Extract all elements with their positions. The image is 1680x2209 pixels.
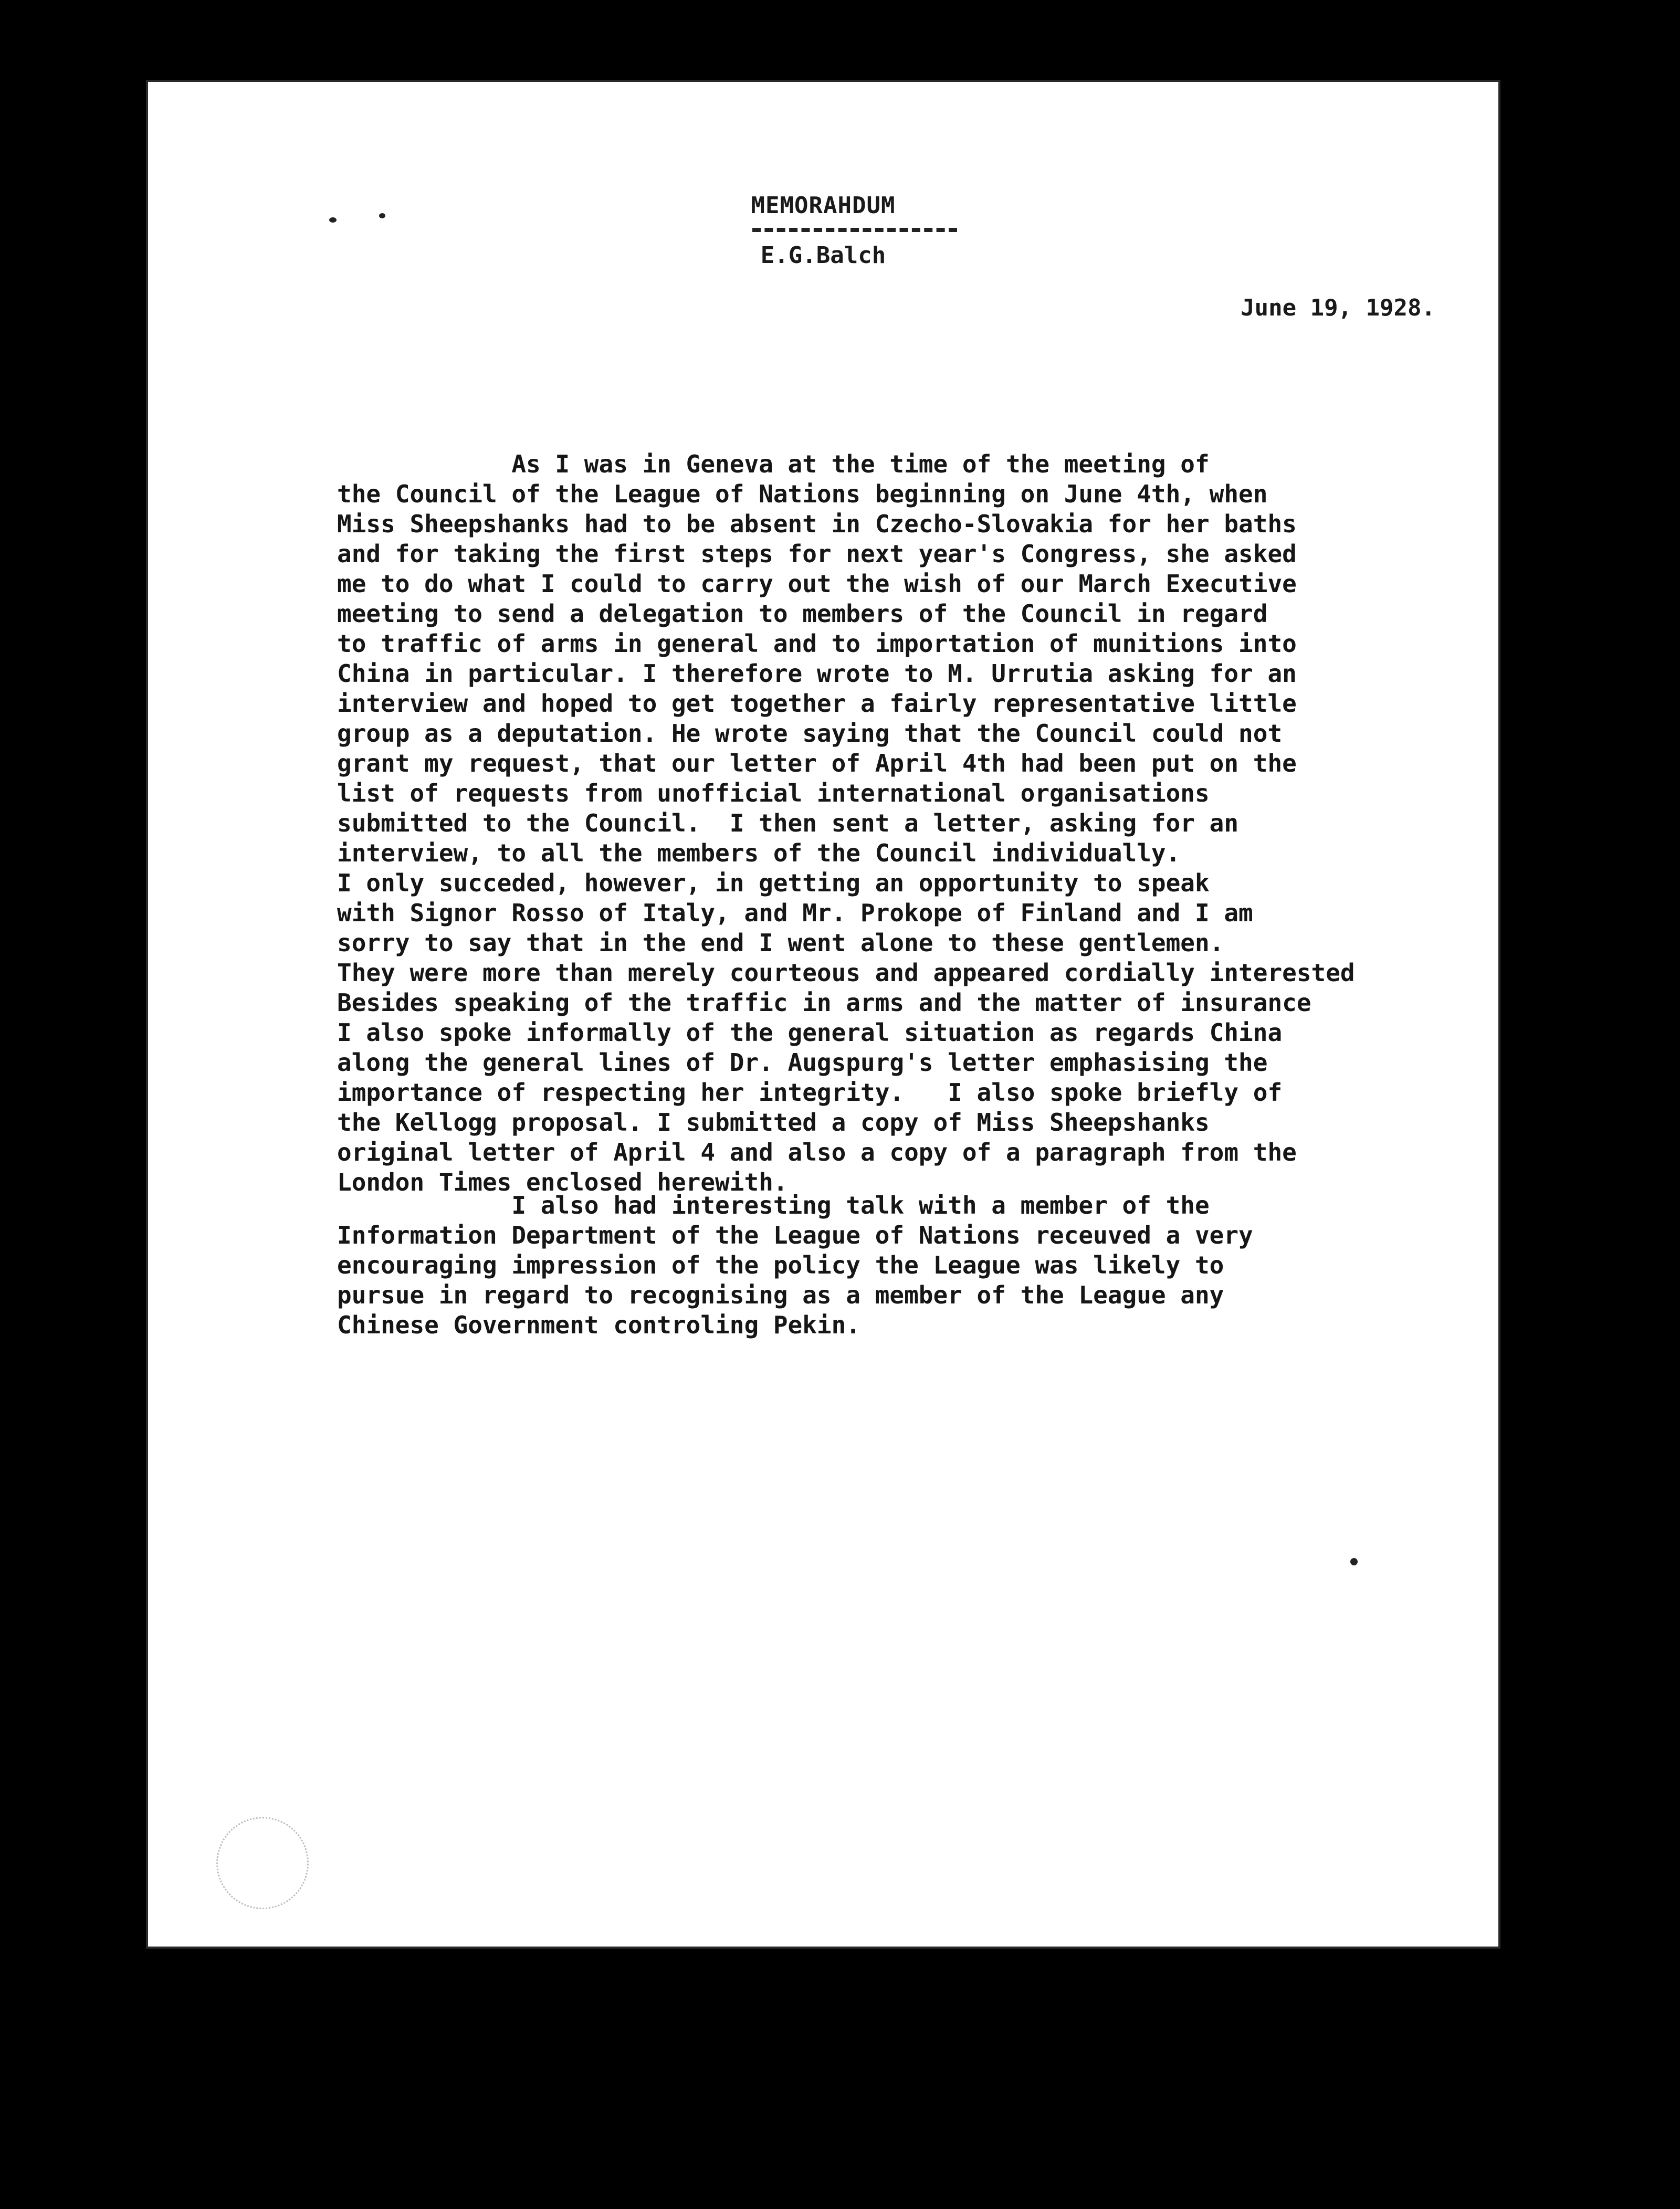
memo-date: June 19, 1928. [1241, 294, 1435, 321]
ink-speck [1350, 1558, 1358, 1565]
memo-page [146, 80, 1500, 1949]
memo-author: E.G.Balch [760, 242, 886, 269]
body-paragraph-1: As I was in Geneva at the time of the meeting of the Council of the League of Nations beginning on June 4th, when Miss Sheepshanks had to be absent in Czecho-Slovakia for her baths and for taking the first steps for next year's Congress, she asked me to do what I could to carry out the wish of our March Executive meeting to send a delegation to members of the Council in regard to traffic of arms in general and to importation of munitions into China in particular. I therefore wrote to M. Urrutia asking for an interview and hoped to get together a fairly representative little group as a deputation. He wrote saying that the Council could not grant my request, that our letter of April 4th had been put on the list of requests from unofficial international organisations submitted to the Council. I then sent a letter, asking for an interview, to all the members of the Council individually. I only succeded, however, in getting an opportunity to speak with Signor Rosso of Italy, and Mr. Prokope of Finland and I am sorry to say that in the end I went alone to these gentlemen. They were more than merely courteous and appeared cordially interested Besides speaking of the traffic in arms and the matter of insurance I also spoke informally of the general situation as regards China along the general lines of Dr. Augspurg's letter emphasising the importance of respecting her integrity. I also spoke briefly of the Kellogg proposal. I submitted a copy of Miss Sheepshanks original letter of April 4 and also a copy of a paragraph from the London Times enclosed herewith. [337, 450, 1355, 1196]
title-divider [752, 228, 957, 232]
faded-stamp [216, 1817, 309, 1909]
body-paragraph-2: I also had interesting talk with a member of the Information Department of the League of Nations receuved a very encouraging impression of the policy the League was likely to pursue in regard to recognising as a member of the League any Chinese Government controling Pekin. [337, 1191, 1253, 1339]
memo-title: MEMORAHDUM [751, 192, 896, 219]
